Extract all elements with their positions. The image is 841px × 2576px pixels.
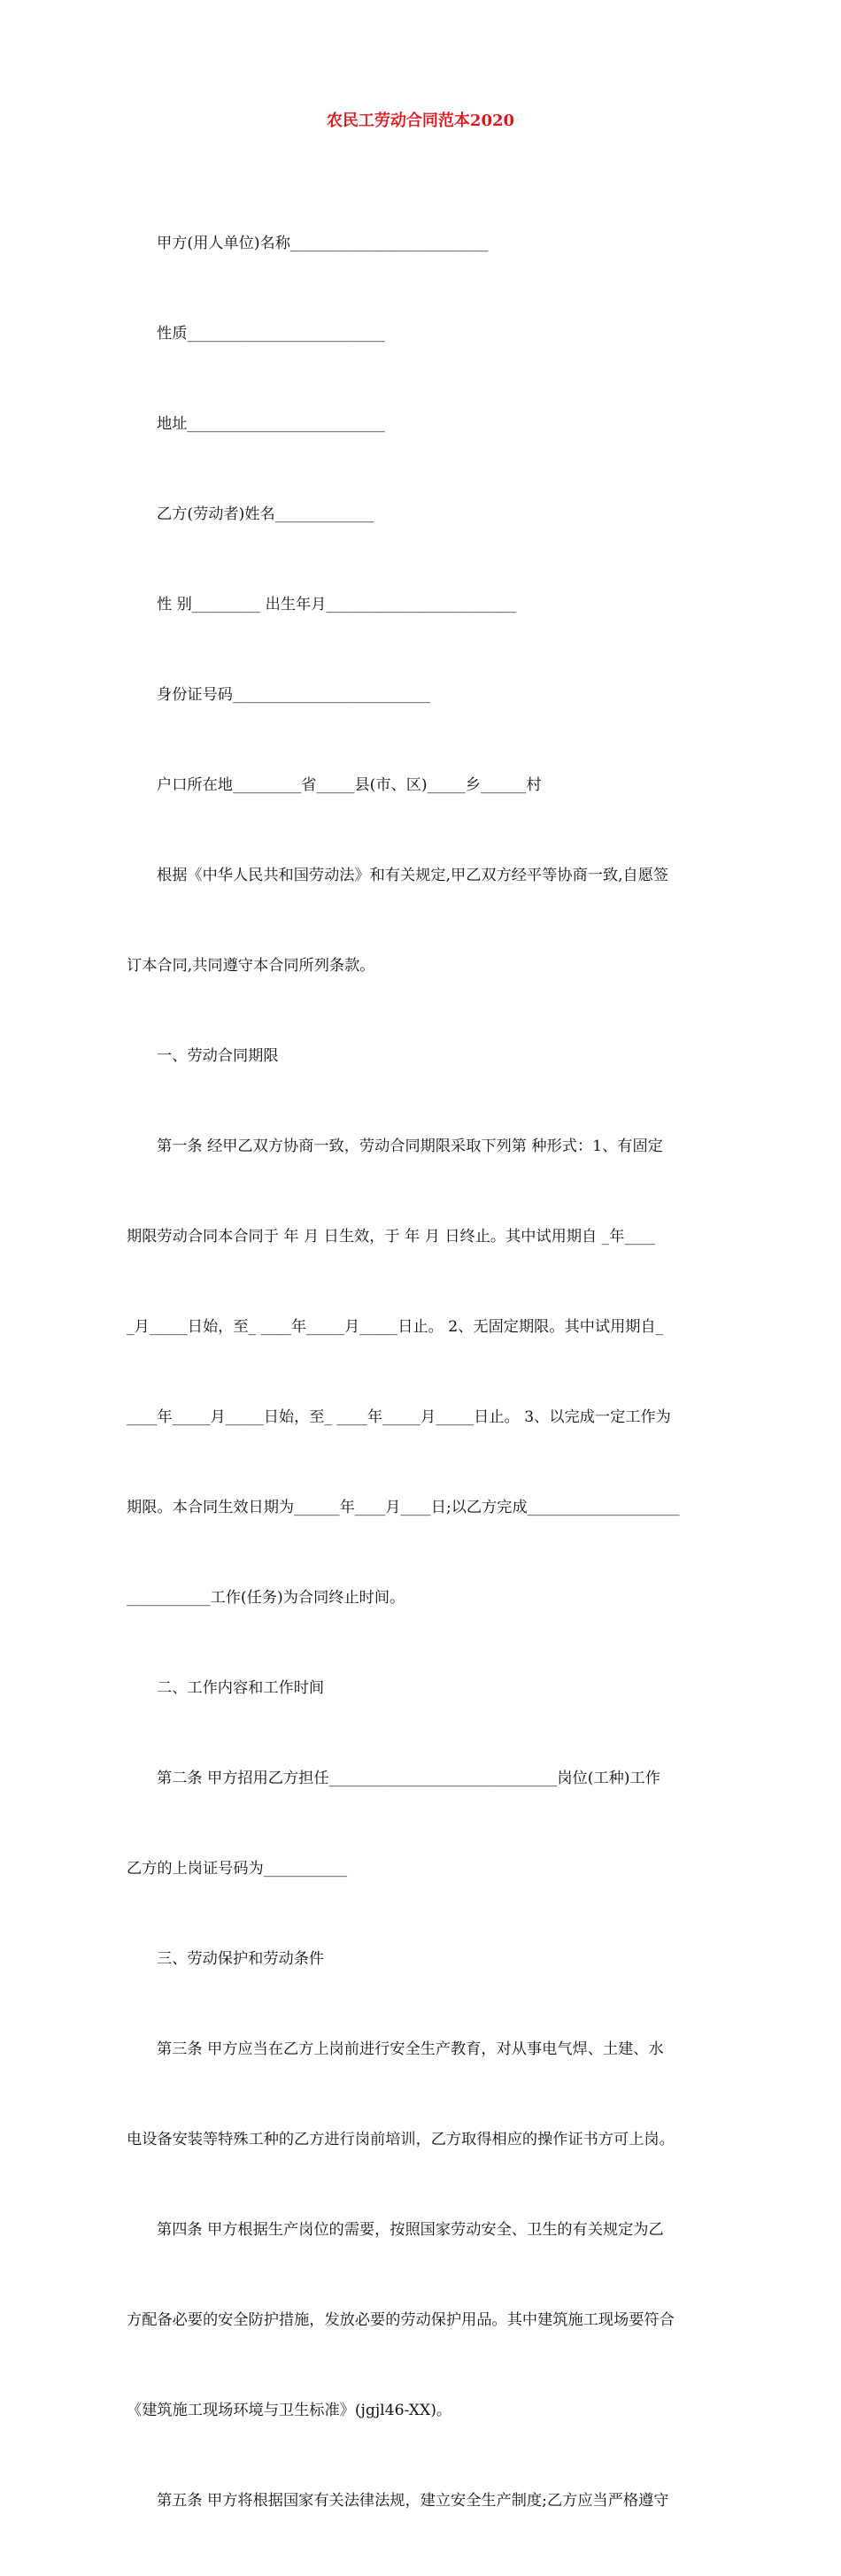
article-3-line: 第三条 甲方应当在乙方上岗前进行安全生产教育，对从事电气焊、土建、水 — [157, 2040, 664, 2058]
id-number-line: 身份证号码__________________________ — [157, 686, 431, 704]
party-b-name-line: 乙方(劳动者)姓名_____________ — [157, 505, 374, 523]
gender-birthdate-line: 性 别_________ 出生年月_________________________ — [157, 596, 517, 613]
article-4-line: 方配备必要的安全防护措施，发放必要的劳动保护用品。其中建筑施工现场要符合 — [127, 2311, 675, 2329]
article-4-line: 《建筑施工现场环境与卫生标准》(jgjl46-XX)。 — [127, 2402, 452, 2419]
article-1-line: ____年_____月_____日始，至_ ____年_____月_____日止。 3、以完成一定工作为 — [127, 1408, 671, 1426]
preamble-line: 订本合同,共同遵守本合同所列条款。 — [127, 957, 375, 975]
section-heading: 一、劳动合同期限 — [157, 1047, 279, 1065]
preamble-line: 根据《中华人民共和国劳动法》和有关规定,甲乙双方经平等协商一致,自愿签 — [157, 867, 669, 884]
section-heading: 三、劳动保护和劳动条件 — [157, 1950, 325, 1968]
article-4-line: 第四条 甲方根据生产岗位的需要，按照国家劳动安全、卫生的有关规定为乙 — [157, 2221, 664, 2239]
article-1-line: ___________工作(任务)为合同终止时间。 — [127, 1589, 405, 1607]
article-3-line: 电设备安装等特殊工种的乙方进行岗前培训，乙方取得相应的操作证书方可上岗。 — [127, 2131, 675, 2148]
party-a-name-line: 甲方(用人单位)名称__________________________ — [157, 235, 489, 252]
article-1-line: _月_____日始，至_ ____年_____月_____日止。 2、无固定期限。其中试用期自_ — [127, 1318, 664, 1336]
party-a-address-line: 地址__________________________ — [157, 415, 385, 433]
article-2-line: 乙方的上岗证号码为___________ — [127, 1860, 348, 1878]
article-1-line: 期限劳动合同本合同于 年 月 日生效，于 年 月 日终止。其中试用期自 _年____ — [127, 1228, 655, 1246]
section-heading: 二、工作内容和工作时间 — [157, 1679, 325, 1697]
article-1-line: 期限。本合同生效日期为______年____月____日;以乙方完成____________________ — [127, 1499, 680, 1516]
document-title: 农民工劳动合同范本2020 — [326, 112, 515, 130]
party-a-nature-line: 性质__________________________ — [157, 325, 385, 343]
document-body — [127, 168, 720, 2576]
household-registration-line: 户口所在地_________省_____县(市、区)_____乡______村 — [157, 776, 542, 794]
article-1-line: 第一条 经甲乙双方协商一致，劳动合同期限采取下列第 种形式：1、有固定 — [157, 1138, 663, 1155]
article-2-line: 第二条 甲方招用乙方担任______________________________岗位(工种)工作 — [157, 1770, 660, 1787]
article-5-line: 第五条 甲方将根据国家有关法律法规，建立安全生产制度;乙方应当严格遵守 — [157, 2492, 669, 2510]
